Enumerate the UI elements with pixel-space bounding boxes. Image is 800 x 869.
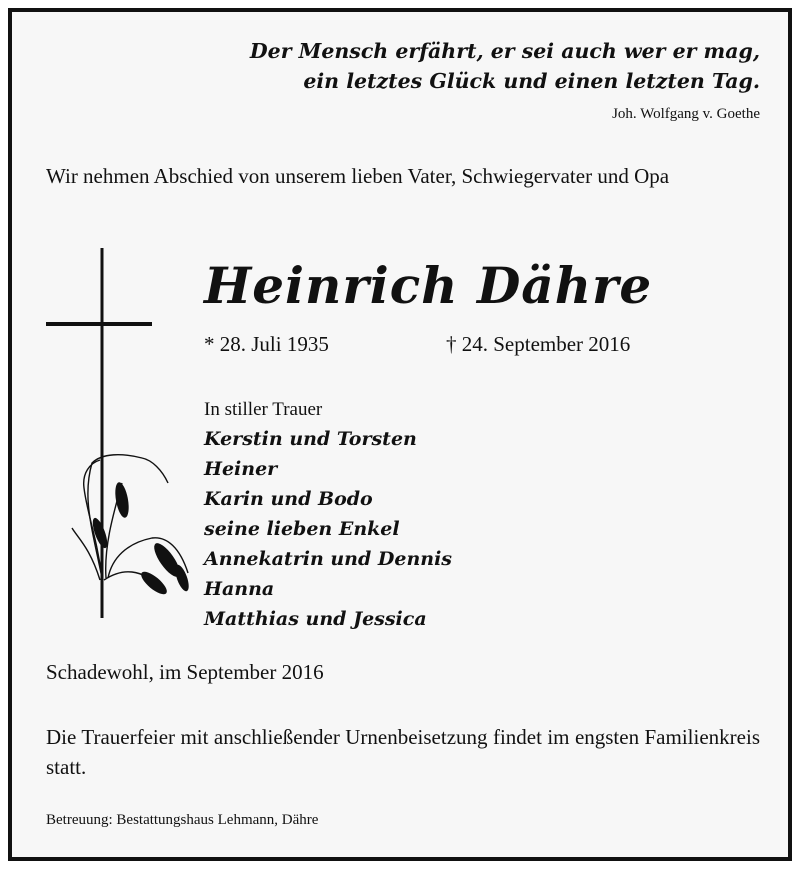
mourner-name: Heiner — [204, 458, 278, 480]
obituary-frame — [8, 8, 792, 861]
quote-author: Joh. Wolfgang v. Goethe — [612, 106, 760, 122]
deceased-name: Heinrich Dähre — [204, 256, 653, 315]
quote-line-1: Der Mensch erfährt, er sei auch wer er mag, — [249, 39, 760, 63]
place-and-date: Schadewohl, im September 2016 — [46, 660, 324, 684]
mourner-name: seine lieben Enkel — [204, 518, 400, 540]
mourner-name: Karin und Bodo — [204, 488, 373, 510]
funeral-home-credit: Betreuung: Bestattungshaus Lehmann, Dähre — [46, 812, 319, 828]
intro-text: Wir nehmen Abschied von unserem lieben Vater, Schwiegervater und Opa — [46, 164, 670, 188]
mourner-name: Hanna — [204, 578, 275, 600]
mourners-lead: In stiller Trauer — [204, 399, 323, 420]
ceremony-notice: Die Trauerfeier mit anschließender Urnenbeisetzung findet im engsten Familienkreis statt. — [46, 725, 760, 779]
death-date: † 24. September 2016 — [446, 332, 631, 356]
birth-date: * 28. Juli 1935 — [204, 332, 329, 356]
mourner-name: Kerstin und Torsten — [204, 428, 417, 450]
goethe-quote — [120, 36, 760, 96]
cross-icon — [42, 248, 212, 638]
cross-with-grain-icon — [42, 248, 212, 643]
mourners-list — [204, 395, 452, 634]
grain-heads — [90, 481, 192, 598]
mourner-name: Annekatrin und Dennis — [204, 548, 453, 570]
mourner-name: Matthias und Jessica — [204, 608, 427, 630]
quote-line-2: ein letztes Glück und einen letzten Tag. — [303, 69, 760, 93]
